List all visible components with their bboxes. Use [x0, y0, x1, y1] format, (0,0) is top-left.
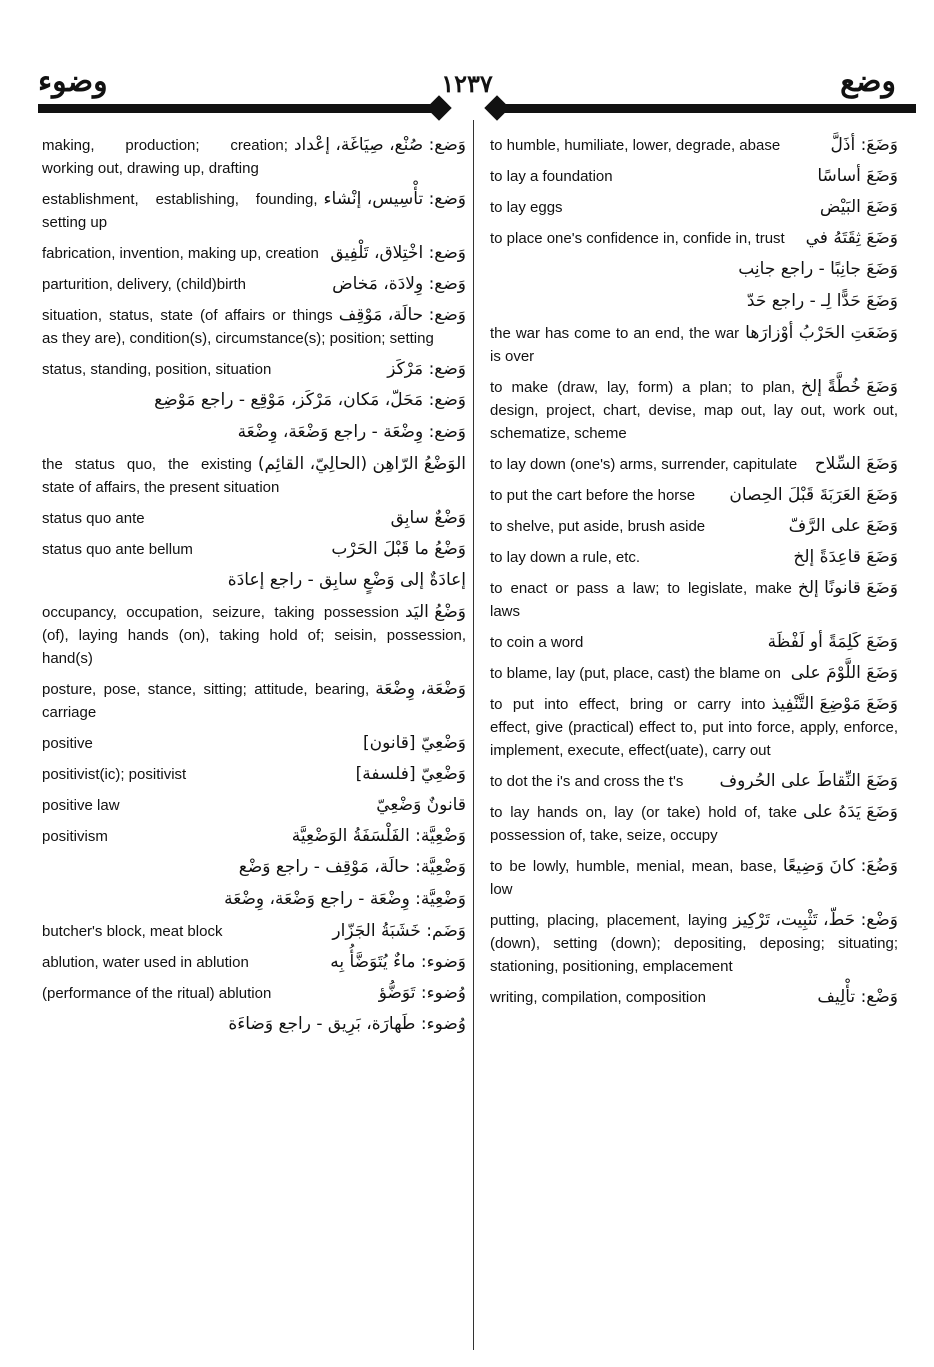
entry-english-definition: to put into effect, bring or carry into effect, give (practical) effect to, put into force, apply, enforce, implement, execute, effect(uate), carry out	[490, 696, 898, 759]
entry-arabic-headword: إعادَةٌ إلى وَضْعٍ سابِق - راجع إعادَة	[227, 570, 466, 590]
entry-english-definition: to lay a foundation	[490, 168, 613, 185]
entry-english-definition: the war has come to an end, the war is over	[490, 325, 740, 365]
dictionary-entry	[490, 909, 898, 978]
entry-english-definition: positivist(ic); positivist	[42, 766, 187, 783]
dictionary-entry	[490, 546, 898, 569]
entry-arabic-headword: وَضَعَ كَلِمَةً أو لَفْظَة	[767, 632, 898, 652]
entry-arabic-headword: وُضوء: تَوَضُّؤ	[378, 983, 466, 1003]
dictionary-entry	[490, 290, 898, 312]
entry-arabic-headword: وَضَعَ جانِبًا - راجع جانِب	[738, 259, 898, 279]
entry-arabic-headword: وَضَعَ النِّقاطَ على الحُروف	[719, 771, 898, 791]
entry-english-definition: establishment, establishing, founding, setting up	[42, 191, 318, 231]
dictionary-entry	[42, 538, 466, 561]
dictionary-entry	[490, 986, 898, 1009]
entry-english-definition: status, standing, position, situation	[42, 361, 272, 378]
entry-arabic-headword: وَضُعَ: كانَ وَضِيعًا	[782, 856, 898, 876]
entry-arabic-headword: وَضَعَ ثِقَتَهُ في	[805, 228, 898, 248]
dictionary-entry	[42, 920, 466, 943]
entry-english-definition: to shelve, put aside, brush aside	[490, 518, 706, 535]
dictionary-entry	[42, 763, 466, 786]
entry-english-definition: fabrication, invention, making up, creation	[42, 245, 319, 262]
entry-english-definition: to lay eggs	[490, 199, 563, 216]
entry-english-definition: putting, placing, placement, laying (down), setting (down); depositing, deposing; situating; stationing, positioning, emplacement	[490, 912, 898, 975]
entry-english-definition: to lay down (one's) arms, surrender, capitulate	[490, 456, 798, 473]
dictionary-entry	[42, 134, 466, 180]
dictionary-entry	[42, 951, 466, 974]
entry-english-definition: butcher's block, meat block	[42, 923, 223, 940]
entry-english-definition: positive	[42, 735, 93, 752]
entry-english-definition: writing, compilation, composition	[490, 989, 706, 1006]
dictionary-entry	[490, 165, 898, 188]
dictionary-entry	[42, 453, 466, 499]
entry-arabic-headword: وَضَعَ خُطَّةً إلخ	[801, 377, 898, 397]
entry-english-definition: to lay down a rule, etc.	[490, 549, 641, 566]
header-diamond-ornament	[484, 95, 509, 120]
entry-english-definition: to dot the i's and cross the t's	[490, 773, 684, 790]
dictionary-entry	[42, 678, 466, 724]
guide-word-right: وضع	[840, 65, 896, 98]
entry-english-definition: ablution, water used in ablution	[42, 954, 249, 971]
entry-arabic-headword: وَضَم: خَشَبَةُ الجَزّار	[332, 921, 466, 941]
dictionary-entry	[490, 770, 898, 793]
dictionary-entry	[42, 794, 466, 817]
dictionary-entry	[42, 856, 466, 878]
entry-english-definition: to humble, humiliate, lower, degrade, abase	[490, 137, 781, 154]
entry-arabic-headword: وَضوء: ماءٌ يُتَوَضَّأُ بِه	[330, 952, 466, 972]
entry-english-definition: parturition, delivery, (child)birth	[42, 276, 246, 293]
entry-english-definition: posture, pose, stance, sitting; attitude, bearing, carriage	[42, 681, 370, 721]
dictionary-entry	[42, 188, 466, 234]
entry-arabic-headword: وَضَعَ العَرَبَةَ قَبْلَ الحِصان	[729, 485, 898, 505]
entry-arabic-headword: وَضْعَة، وِضْعَة	[375, 679, 466, 699]
entry-arabic-headword: وَضَعَ: أذَلَّ	[830, 135, 898, 155]
entry-english-definition: status quo ante	[42, 510, 145, 527]
entry-arabic-headword: وَضع: صُنْع، صِيَاغَة، إعْداد	[293, 135, 466, 155]
dictionary-entry	[490, 855, 898, 901]
dictionary-entry	[490, 577, 898, 623]
dictionary-entry	[490, 484, 898, 507]
entry-arabic-headword: وَضَعَتِ الحَرْبُ أوْزارَها	[745, 323, 898, 343]
entry-arabic-headword: وَضَعَ أساسًا	[817, 166, 898, 186]
entry-arabic-headword: قانونٌ وَضْعِيّ	[376, 795, 466, 815]
dictionary-entry	[42, 507, 466, 530]
dictionary-entry	[42, 982, 466, 1005]
entry-arabic-headword: وَضْعُ اليَد	[404, 602, 466, 622]
dictionary-entry	[490, 801, 898, 847]
entry-english-definition: to coin a word	[490, 634, 584, 651]
entry-english-definition: to be lowly, humble, menial, mean, base, low	[490, 858, 777, 898]
entry-arabic-headword: وَضْعِيّ [قانون]	[363, 733, 466, 753]
entry-arabic-headword: وَضع: تأْسِيس، إنْشاء	[323, 189, 466, 209]
entry-arabic-headword: وَضَعَ على الرَّفّ	[788, 516, 898, 536]
entry-arabic-headword: وَضَعَ يَدَهُ على	[802, 802, 898, 822]
entry-english-definition: positive law	[42, 797, 120, 814]
entry-english-definition: the status quo, the existing state of affairs, the present situation	[42, 456, 280, 496]
entry-english-definition: occupancy, occupation, seizure, taking possession (of), laying hands (on), taking hold of; seisin, possession, hand(s)	[42, 604, 466, 667]
entry-arabic-headword: الوَضْعُ الرّاهِن (الحالِيّ، القائِم)	[257, 454, 466, 474]
dictionary-entry	[42, 888, 466, 910]
dictionary-entry	[42, 389, 466, 411]
dictionary-entry	[42, 242, 466, 265]
dictionary-entry	[42, 1013, 466, 1035]
dictionary-entry	[490, 196, 898, 219]
entry-arabic-headword: وَضَعَ قاعِدَةً إلخ	[793, 547, 898, 567]
entry-arabic-headword: وَضع: وِضْعَة - راجع وَضْعَة، وِضْعَة	[237, 422, 466, 442]
dictionary-entry	[490, 631, 898, 654]
entry-english-definition: to place one's confidence in, confide in, trust	[490, 230, 785, 247]
dictionary-entry	[490, 227, 898, 250]
page-number: ١٢٣٧	[441, 72, 493, 98]
entry-english-definition: status quo ante bellum	[42, 541, 193, 558]
entry-english-definition: making, production; creation; working out, drawing up, drafting	[42, 137, 288, 177]
entry-arabic-headword: وَضْعِيَّة: حالَة، مَوْقِف - راجع وَضْع	[238, 857, 466, 877]
dictionary-entry	[490, 453, 898, 476]
entry-english-definition: to put the cart before the horse	[490, 487, 696, 504]
dictionary-entry	[42, 358, 466, 381]
entry-arabic-headword: وَضَعَ البَيْض	[819, 197, 898, 217]
entry-arabic-headword: وَضَعَ السِّلاح	[814, 454, 898, 474]
entry-arabic-headword: وَضَعَ قانونًا إلخ	[797, 578, 898, 598]
entry-english-definition: to enact or pass a law; to legislate, make laws	[490, 580, 792, 620]
dictionary-entry	[42, 601, 466, 670]
entry-arabic-headword: وَضع: اخْتِلاق، تَلْفِيق	[330, 243, 466, 263]
header-rule-right	[496, 104, 916, 113]
dictionary-entry	[490, 322, 898, 368]
dictionary-entry	[42, 825, 466, 848]
entry-arabic-headword: وَضْعِيَّة: الفَلْسَفَةُ الوَضْعِيَّة	[291, 826, 466, 846]
entry-arabic-headword: وَضْعِيَّة: وِضْعَة - راجع وَضْعَة، وِضْعَة	[224, 889, 466, 909]
entry-arabic-headword: وَضْعِيّ [فلسفة]	[355, 764, 466, 784]
entry-english-definition: positivism	[42, 828, 108, 845]
dictionary-entry	[490, 515, 898, 538]
entry-english-definition: to make (draw, lay, form) a plan; to plan, design, project, chart, devise, map out, lay out, work out, schematize, scheme	[490, 379, 898, 442]
column-divider	[473, 120, 474, 1350]
entry-arabic-headword: وُضوء: طَهارَة، بَرِيق - راجع وَضاءَة	[228, 1014, 466, 1034]
entry-arabic-headword: وَضع: مَرْكَز	[387, 359, 466, 379]
dictionary-entry	[42, 304, 466, 350]
right-column	[490, 134, 898, 1017]
entry-arabic-headword: وَضع: مَحَلّ، مَكان، مَرْكَز، مَوْقِع - راجع مَوْضِع	[154, 390, 466, 410]
dictionary-entry	[490, 134, 898, 157]
dictionary-entry	[42, 569, 466, 591]
left-column	[42, 134, 466, 1045]
entry-english-definition: to lay hands on, lay (or take) hold of, take possession of, take, seize, occupy	[490, 804, 797, 844]
dictionary-entry	[490, 376, 898, 445]
entry-english-definition: to blame, lay (put, place, cast) the blame on	[490, 665, 781, 682]
dictionary-entry	[42, 421, 466, 443]
dictionary-entry	[42, 732, 466, 755]
entry-arabic-headword: وَضْع: حَطّ، تَثْبِيت، تَرْكِيز	[733, 910, 898, 930]
guide-word-left: وضوء	[38, 65, 108, 98]
header-diamond-ornament	[426, 95, 451, 120]
entry-arabic-headword: وَضْعٌ سابِق	[390, 508, 466, 528]
dictionary-entry	[490, 662, 898, 685]
dictionary-entry	[42, 273, 466, 296]
entry-arabic-headword: وَضَعَ مَوْضِعَ التَّنْفِيذ	[771, 694, 898, 714]
dictionary-entry	[490, 693, 898, 762]
entry-arabic-headword: وَضَعَ اللَّوْمَ على	[790, 663, 898, 683]
entry-english-definition: situation, status, state (of affairs or things as they are), condition(s), circumstance(s); position; setting	[42, 307, 434, 347]
entry-arabic-headword: وَضْع: تأْلِيف	[817, 987, 898, 1007]
entry-arabic-headword: وَضَعَ حَدًّا لِـ - راجع حَدّ	[746, 291, 898, 311]
entry-arabic-headword: وَضْعُ ما قَبْلَ الحَرْب	[331, 539, 466, 559]
header-rule-left	[38, 104, 438, 113]
dictionary-entry	[490, 258, 898, 280]
entry-arabic-headword: وَضع: وِلادَة، مَخاض	[332, 274, 466, 294]
entry-english-definition: (performance of the ritual) ablution	[42, 985, 272, 1002]
entry-arabic-headword: وَضع: حالَة، مَوْقِف	[338, 305, 466, 325]
